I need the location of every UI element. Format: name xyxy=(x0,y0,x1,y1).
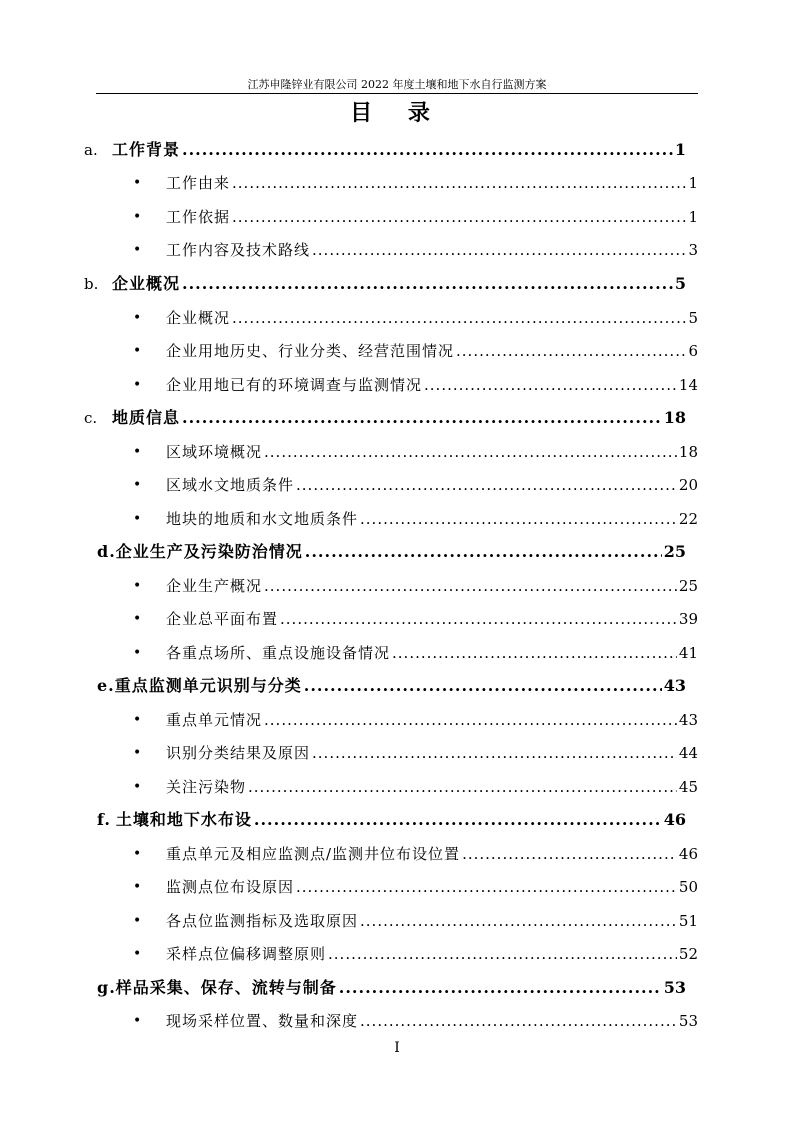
toc-page-number: 18 xyxy=(678,443,698,461)
toc-title: 目 录 xyxy=(350,100,444,126)
toc-subentry[interactable] xyxy=(0,240,794,260)
bullet-icon: • xyxy=(133,511,142,527)
toc-entry-title: 重点单元情况 xyxy=(166,711,263,729)
toc-subentry[interactable] xyxy=(0,844,794,864)
running-header: 江苏申隆锌业有限公司 2022 年度土壤和地下水自行监测方案 xyxy=(247,78,547,91)
toc-page-number: 44 xyxy=(678,744,698,762)
toc-page-number: 50 xyxy=(678,878,698,896)
toc-page-number: 5 xyxy=(688,309,698,327)
toc-subentry[interactable] xyxy=(0,643,794,663)
toc-entry-title: 企业用地历史、行业分类、经营范围情况 xyxy=(166,342,455,360)
toc-subentry[interactable] xyxy=(0,710,794,730)
toc-entry-title: 关注污染物 xyxy=(166,778,247,796)
toc-section-c[interactable] xyxy=(0,408,794,428)
toc-page-number: 14 xyxy=(678,376,698,394)
dot-leader xyxy=(328,944,677,964)
bullet-icon: • xyxy=(133,444,142,460)
toc-section-a[interactable] xyxy=(0,140,794,160)
toc-subentry[interactable] xyxy=(0,1011,794,1031)
toc-subentry[interactable] xyxy=(0,609,794,629)
toc-section-b[interactable] xyxy=(0,274,794,294)
dot-leader xyxy=(456,341,686,361)
bullet-icon: • xyxy=(133,377,142,393)
toc-page-number: 25 xyxy=(678,577,698,595)
toc-section-g[interactable] xyxy=(0,978,794,998)
dot-leader xyxy=(305,542,662,562)
toc-entry-title: 企业生产及污染防治情况 xyxy=(115,542,303,561)
toc-subentry[interactable] xyxy=(0,475,794,495)
toc-page-number: 52 xyxy=(678,945,698,963)
toc-entry-title: 各重点场所、重点设施设备情况 xyxy=(166,644,391,662)
toc-subentry[interactable] xyxy=(0,877,794,897)
toc-subentry[interactable] xyxy=(0,173,794,193)
dot-leader xyxy=(264,710,677,730)
section-letter: e. xyxy=(97,676,115,695)
dot-leader xyxy=(232,173,686,193)
bullet-icon: • xyxy=(133,879,142,895)
bullet-icon: • xyxy=(133,209,142,225)
toc-subentry[interactable] xyxy=(0,509,794,529)
toc-entry-title: 各点位监测指标及选取原因 xyxy=(166,912,359,930)
dot-leader xyxy=(392,643,677,663)
toc-entry-title: 监测点位布设原因 xyxy=(166,878,295,896)
dot-leader xyxy=(182,408,662,428)
bullet-icon: • xyxy=(133,477,142,493)
toc-section-f[interactable] xyxy=(0,810,794,830)
toc-entry-title: 地块的地质和水文地质条件 xyxy=(166,510,359,528)
bullet-icon: • xyxy=(133,1013,142,1029)
toc-entry-title: 现场采样位置、数量和深度 xyxy=(166,1012,359,1030)
toc-page-number: 1 xyxy=(688,174,698,192)
dot-leader xyxy=(462,844,677,864)
bullet-icon: • xyxy=(133,712,142,728)
toc-page-number: 51 xyxy=(678,912,698,930)
dot-leader xyxy=(360,1011,677,1031)
toc-page-number: 43 xyxy=(663,676,686,695)
dot-leader xyxy=(264,442,677,462)
dot-leader xyxy=(296,475,677,495)
dot-leader xyxy=(312,743,677,763)
dot-leader xyxy=(182,274,673,294)
section-letter: c. xyxy=(84,409,98,427)
dot-leader xyxy=(232,308,686,328)
toc-page-number: 43 xyxy=(678,711,698,729)
toc-entry-title: 地质信息 xyxy=(112,408,181,427)
dot-leader xyxy=(339,978,662,998)
toc-page-number: 39 xyxy=(678,610,698,628)
toc-entry-title: 工作依据 xyxy=(166,208,231,226)
dot-leader xyxy=(254,810,662,830)
toc-page-number: 46 xyxy=(663,810,686,829)
toc-entry-title: 重点单元及相应监测点/监测井位布设位置 xyxy=(166,845,461,863)
toc-page-number: 22 xyxy=(678,510,698,528)
bullet-icon: • xyxy=(133,310,142,326)
toc-section-d[interactable] xyxy=(0,542,794,562)
dot-leader xyxy=(182,140,673,160)
toc-entry-title: 区域水文地质条件 xyxy=(166,476,295,494)
bullet-icon: • xyxy=(133,779,142,795)
toc-subentry[interactable] xyxy=(0,576,794,596)
bullet-icon: • xyxy=(133,745,142,761)
toc-subentry[interactable] xyxy=(0,777,794,797)
toc-page-number: 6 xyxy=(688,342,698,360)
page-number-footer: I xyxy=(394,1040,400,1056)
bullet-icon: • xyxy=(133,242,142,258)
toc-entry-title: 区域环境概况 xyxy=(166,443,263,461)
toc-entry-title: 工作由来 xyxy=(166,174,231,192)
bullet-icon: • xyxy=(133,846,142,862)
bullet-icon: • xyxy=(133,645,142,661)
dot-leader xyxy=(360,911,677,931)
toc-entry-title: 采样点位偏移调整原则 xyxy=(166,945,327,963)
section-letter: b. xyxy=(84,275,99,293)
bullet-icon: • xyxy=(133,611,142,627)
toc-subentry[interactable] xyxy=(0,207,794,227)
toc-page-number: 3 xyxy=(688,241,698,259)
dot-leader xyxy=(248,777,677,797)
dot-leader xyxy=(280,609,677,629)
toc-page-number: 45 xyxy=(678,778,698,796)
toc-entry-title: 重点监测单元识别与分类 xyxy=(114,676,302,695)
dot-leader xyxy=(296,877,677,897)
section-letter: a. xyxy=(84,141,98,159)
toc-page-number: 53 xyxy=(663,978,686,997)
toc-section-e[interactable] xyxy=(0,676,794,696)
toc-subentry[interactable] xyxy=(0,341,794,361)
toc-entry-title: 土壤和地下水布设 xyxy=(115,810,252,829)
toc-subentry[interactable] xyxy=(0,743,794,763)
toc-entry-title: 样品采集、保存、流转与制备 xyxy=(115,978,337,997)
section-letter: d. xyxy=(97,542,116,561)
dot-leader xyxy=(424,375,677,395)
toc-entry-title: 工作背景 xyxy=(112,140,181,159)
toc-subentry[interactable] xyxy=(0,911,794,931)
dot-leader xyxy=(232,207,686,227)
toc-page-number: 1 xyxy=(688,208,698,226)
toc-entry-title: 企业概况 xyxy=(166,309,231,327)
toc-page-number: 25 xyxy=(663,542,686,561)
dot-leader xyxy=(360,509,677,529)
bullet-icon: • xyxy=(133,913,142,929)
bullet-icon: • xyxy=(133,175,142,191)
toc-subentry[interactable] xyxy=(0,944,794,964)
bullet-icon: • xyxy=(133,343,142,359)
section-letter: g. xyxy=(97,978,116,997)
dot-leader xyxy=(264,576,677,596)
dot-leader xyxy=(312,240,686,260)
bullet-icon: • xyxy=(133,578,142,594)
toc-page-number: 41 xyxy=(678,644,698,662)
toc-subentry[interactable] xyxy=(0,442,794,462)
toc-entry-title: 企业用地已有的环境调查与监测情况 xyxy=(166,376,423,394)
toc-entry-title: 企业生产概况 xyxy=(166,577,263,595)
dot-leader xyxy=(304,676,662,696)
toc-page-number: 1 xyxy=(674,140,686,159)
toc-subentry[interactable] xyxy=(0,308,794,328)
toc-page-number: 20 xyxy=(678,476,698,494)
toc-entry-title: 工作内容及技术路线 xyxy=(166,241,311,259)
toc-page-number: 53 xyxy=(678,1012,698,1030)
bullet-icon: • xyxy=(133,946,142,962)
toc-page-number: 46 xyxy=(678,845,698,863)
toc-entry-title: 企业概况 xyxy=(112,274,181,293)
toc-entry-title: 企业总平面布置 xyxy=(166,610,279,628)
section-letter: f. xyxy=(97,810,111,829)
toc-page-number: 18 xyxy=(663,408,686,427)
toc-entry-title: 识别分类结果及原因 xyxy=(166,744,311,762)
toc-page-number: 5 xyxy=(674,274,686,293)
toc-subentry[interactable] xyxy=(0,375,794,395)
header-rule xyxy=(96,93,698,94)
